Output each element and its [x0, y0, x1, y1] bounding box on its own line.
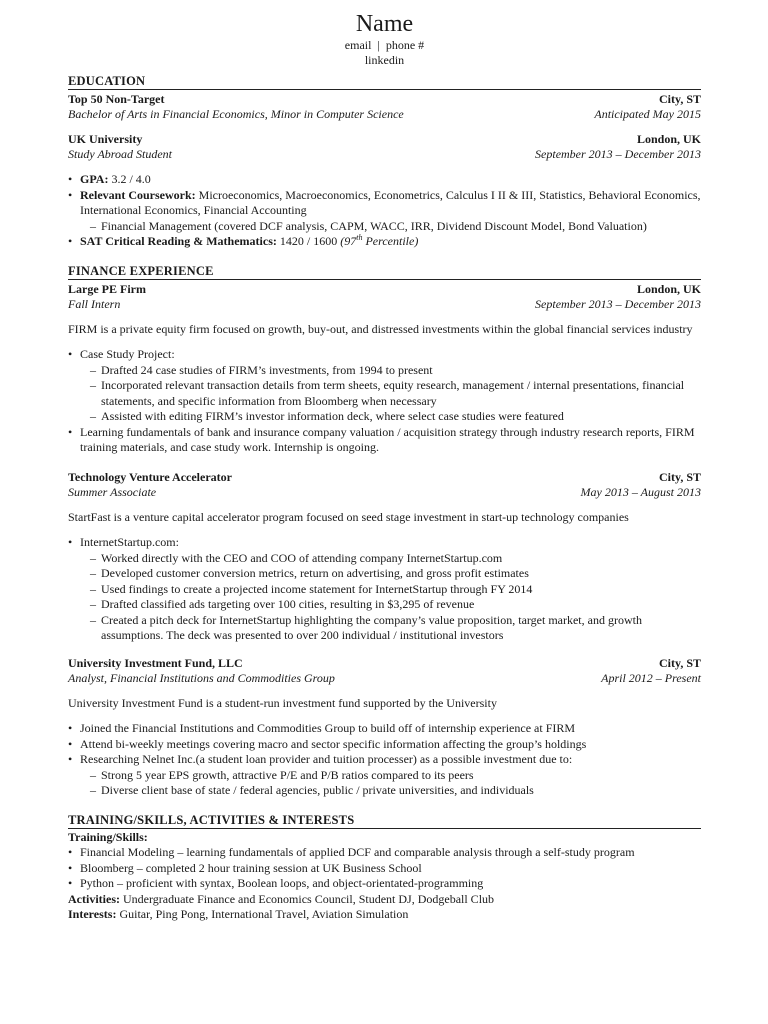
- coursework-item: • Relevant Coursework: Microeconomics, Macroeconomics, Econometrics, Calculus I II & III, Statistics, Behavioral Economics, International Economics, Financial Accounting: [68, 188, 701, 219]
- finance-heading: FINANCE EXPERIENCE: [68, 264, 701, 280]
- job-3-location: City, ST: [658, 655, 701, 670]
- job-3-sub-1: – Strong 5 year EPS growth, attractive P/E and P/B ratios compared to its peers: [68, 768, 701, 784]
- skills-label: Training/Skills:: [68, 829, 148, 844]
- job-1-date: September 2013 – December 2013: [535, 296, 701, 311]
- job-3-sub-2: – Diverse client base of state / federal agencies, public / private universities, and individuals: [68, 783, 701, 799]
- job-3-bullet-3: • Researching Nelnet Inc.(a student loan provider and tuition processer) as a possible investment due to:: [68, 752, 701, 768]
- job-2-location: City, ST: [658, 469, 701, 484]
- linkedin-link: linkedin: [364, 53, 405, 67]
- job-1-sub-1: – Drafted 24 case studies of FIRM’s investments, from 1994 to present: [68, 363, 701, 379]
- job-3-bullet-2: • Attend bi-weekly meetings covering macro and sector specific information affecting the group’s holdings: [68, 737, 701, 753]
- job-2-row: [68, 470, 701, 485]
- resume-header: [68, 0, 701, 68]
- job-2-sub-5: – Created a pitch deck for InternetStartup highlighting the company’s value proposition, target market, and growth assumptions. The deck was presented to over 200 individual / institutional investors: [68, 613, 701, 644]
- job-1-org: Large PE Firm: [68, 281, 146, 296]
- job-2-bullets: [68, 535, 701, 644]
- gpa-item: • GPA: 3.2 / 4.0: [68, 172, 701, 188]
- coursework-sub-item: – Financial Management (covered DCF analysis, CAPM, WACC, IRR, Dividend Discount Model, Bond Valuation): [68, 219, 701, 235]
- job-3-role-row: [68, 671, 701, 686]
- sat-item: • SAT Critical Reading & Mathematics: 1420 / 1600 (97th Percentile): [68, 234, 701, 250]
- job-1-row: [68, 282, 701, 297]
- job-2-description: StartFast is a venture capital accelerator program focused on seed stage investment in start-up technology companies: [68, 509, 629, 524]
- school-1-detail-row: [68, 107, 701, 122]
- job-1-bullet-1: • Case Study Project:: [68, 347, 701, 363]
- contact-line: email | phone #: [344, 38, 425, 52]
- job-2-date: May 2013 – August 2013: [580, 484, 701, 499]
- candidate-name: Name: [355, 11, 414, 37]
- job-3-bullet-1: • Joined the Financial Institutions and Commodities Group to build off of internship experience at FIRM: [68, 721, 701, 737]
- skill-item: • Financial Modeling – learning fundamentals of applied DCF and comparable analysis through a self-study program: [68, 845, 701, 861]
- job-2-role-row: [68, 485, 701, 500]
- interests-line: Interests: Guitar, Ping Pong, International Travel, Aviation Simulation: [68, 907, 409, 921]
- school-1-location: City, ST: [658, 92, 701, 106]
- school-1-row: [68, 92, 701, 107]
- skill-item: • Python – proficient with syntax, Boolean loops, and object-orientated-programming: [68, 876, 701, 892]
- job-1-bullets: [68, 347, 701, 456]
- job-2-role: Summer Associate: [68, 484, 157, 499]
- job-3-description: University Investment Fund is a student-run investment fund supported by the University: [68, 695, 497, 710]
- school-2-degree: Study Abroad Student: [68, 147, 172, 161]
- job-2-org: Technology Venture Accelerator: [68, 469, 232, 484]
- job-3-role: Analyst, Financial Institutions and Commodities Group: [68, 670, 335, 685]
- job-1-bullet-2: • Learning fundamentals of bank and insurance company valuation / acquisition strategy through industry research reports, FIRM training materials, and case study work. Internship is ongoing.: [68, 425, 701, 456]
- school-2-location: London, UK: [636, 132, 701, 146]
- job-1-sub-2: – Incorporated relevant transaction details from term sheets, equity research, management / internal presentations, financial statements, and specific information from Bloomberg when necessary: [68, 378, 701, 409]
- job-2-sub-1: – Worked directly with the CEO and COO of attending company InternetStartup.com: [68, 551, 701, 567]
- school-1-name: Top 50 Non-Target: [68, 92, 165, 106]
- school-2-name: UK University: [68, 132, 143, 146]
- job-2-sub-2: – Developed customer conversion metrics, return on advertising, and gross profit estimates: [68, 566, 701, 582]
- job-2-bullet-1: • InternetStartup.com:: [68, 535, 701, 551]
- job-3-bullets: [68, 721, 701, 799]
- school-1-degree: Bachelor of Arts in Financial Economics, Minor in Computer Science: [68, 107, 404, 121]
- job-2-sub-4: – Drafted classified ads targeting over 100 cities, resulting in $3,295 of revenue: [68, 597, 701, 613]
- activities-line: Activities: Undergraduate Finance and Economics Council, Student DJ, Dodgeball Club: [68, 891, 495, 906]
- school-2-date: September 2013 – December 2013: [535, 147, 701, 161]
- job-1-role: Fall Intern: [68, 296, 121, 311]
- job-3-org: University Investment Fund, LLC: [68, 655, 243, 670]
- education-bullets: [68, 172, 701, 250]
- skill-item: • Bloomberg – completed 2 hour training session at UK Business School: [68, 861, 701, 877]
- school-1-date: Anticipated May 2015: [594, 107, 701, 121]
- education-heading: EDUCATION: [68, 74, 701, 90]
- school-2-detail-row: [68, 147, 701, 162]
- job-1-description: FIRM is a private equity firm focused on growth, buy-out, and distressed investments within the global financial services industry: [68, 321, 693, 336]
- school-2-row: [68, 132, 701, 147]
- job-3-date: April 2012 – Present: [601, 670, 701, 685]
- job-1-location: London, UK: [636, 281, 701, 296]
- training-heading: TRAINING/SKILLS, ACTIVITIES & INTERESTS: [68, 813, 701, 829]
- job-1-role-row: [68, 297, 701, 312]
- job-2-sub-3: – Used findings to create a projected income statement for InternetStartup through FY 2014: [68, 582, 701, 598]
- skills-list: [68, 845, 701, 892]
- job-3-row: [68, 656, 701, 671]
- job-1-sub-3: – Assisted with editing FIRM’s investor information deck, where select case studies were featured: [68, 409, 701, 425]
